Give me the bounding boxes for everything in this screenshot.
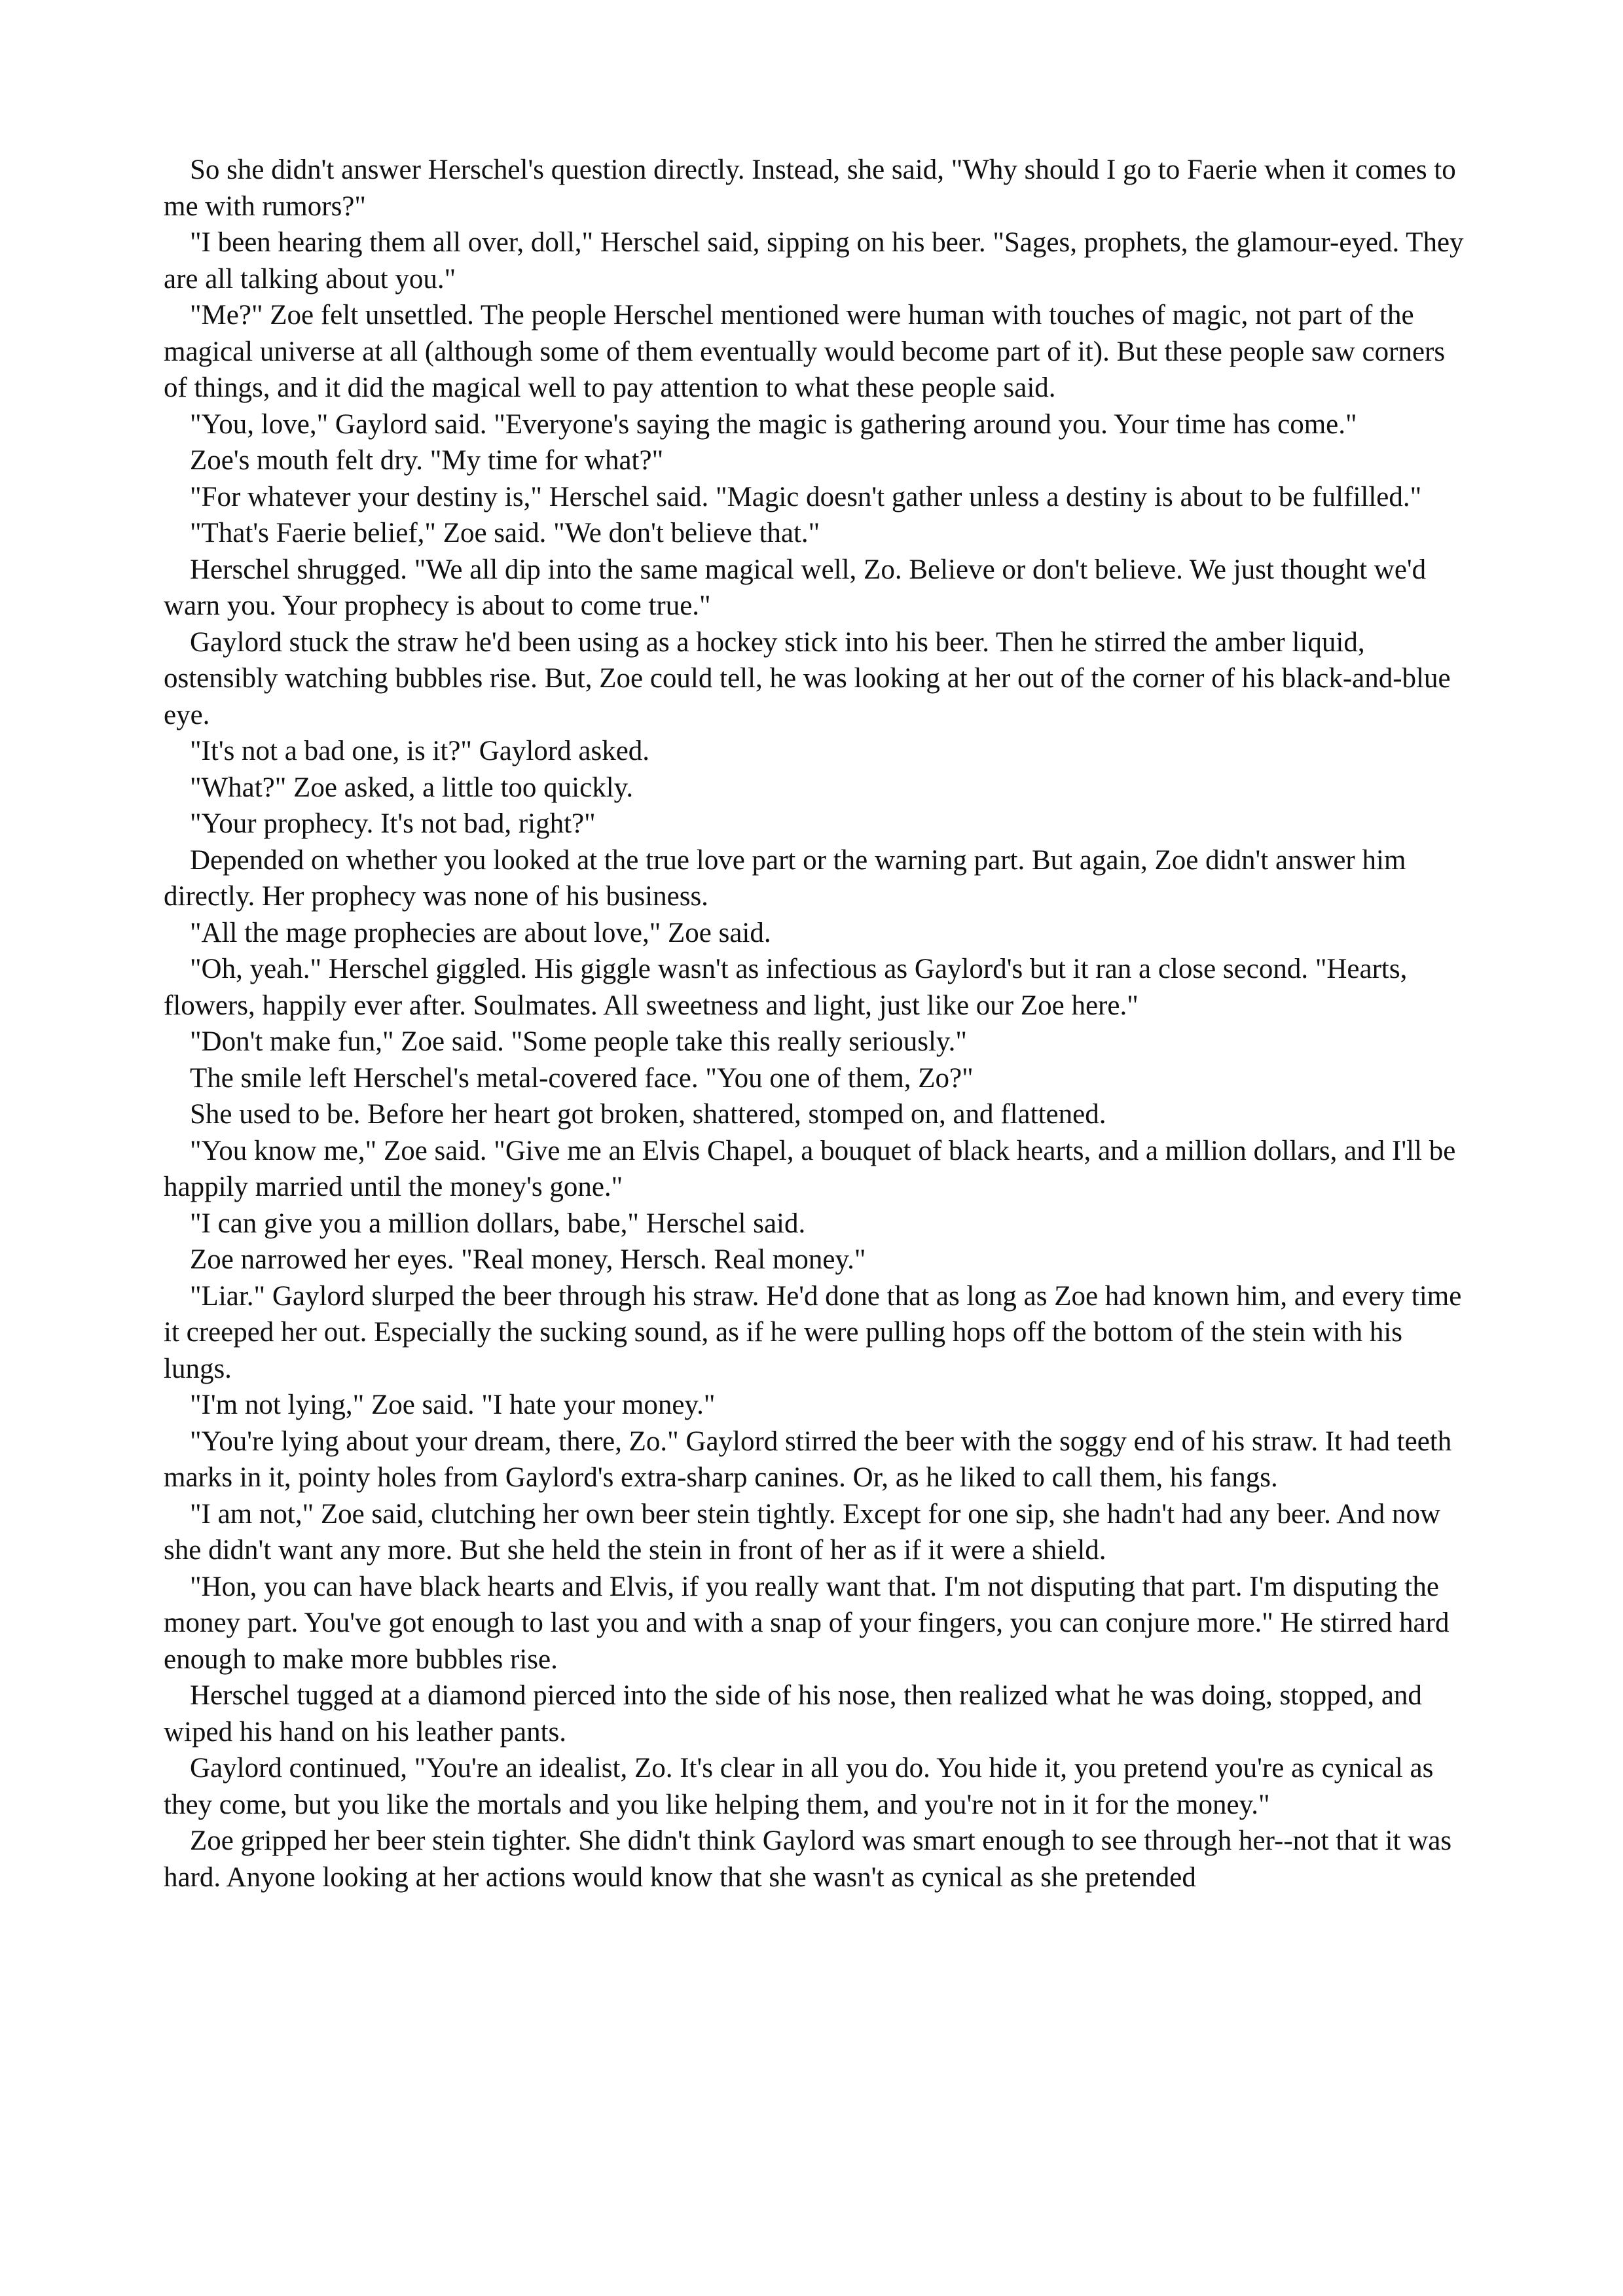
paragraph: Zoe's mouth felt dry. "My time for what?" [190,445,664,476]
paragraph: "You're lying about your dream, there, Zo." Gaylord stirred the beer with the soggy end of his straw. It had teeth marks in it, pointy holes from Gaylord's extra-sharp canines. Or, as he liked to call them, his fangs. [164,1426,1452,1493]
paragraph: "It's not a bad one, is it?" Gaylord asked. [190,736,650,766]
paragraph: "I'm not lying," Zoe said. "I hate your money." [190,1390,716,1420]
paragraph: So she didn't answer Herschel's question directly. Instead, she said, "Why should I go to Faerie when it comes to me with rumors?" [164,154,1456,222]
paragraph: Herschel tugged at a diamond pierced into the side of his nose, then realized what he was doing, stopped, and wiped his hand on his leather pants. [164,1680,1422,1748]
paragraph: She used to be. Before her heart got broken, shattered, stomped on, and flattened. [190,1099,1106,1130]
paragraph: "I am not," Zoe said, clutching her own beer stein tightly. Except for one sip, she hadn't had any beer. And now she didn't want any more. But she held the stein in front of her as if it were a shield. [164,1498,1441,1566]
paragraph: Zoe narrowed her eyes. "Real money, Hersch. Real money." [190,1244,866,1275]
paragraph: "Don't make fun," Zoe said. "Some people take this really seriously." [190,1026,967,1057]
paragraph: Zoe gripped her beer stein tighter. She didn't think Gaylord was smart enough to see through her--not that it was hard. Anyone looking at her actions would know that she wasn't as cynical as she pretended [164,1825,1452,1893]
paragraph: "You know me," Zoe said. "Give me an Elvis Chapel, a bouquet of black hearts, and a million dollars, and I'll be happily married until the money's gone." [164,1135,1456,1202]
paragraph: "Me?" Zoe felt unsettled. The people Herschel mentioned were human with touches of magic, not part of the magical universe at all (although some of them eventually would become part of it). But these people saw corners of things, and it did the magical well to pay attention to what these people said. [164,300,1446,403]
paragraph: "You, love," Gaylord said. "Everyone's saying the magic is gathering around you. Your time has come." [190,408,1357,440]
paragraph: "What?" Zoe asked, a little too quickly. [190,772,634,803]
paragraph: "Liar." Gaylord slurped the beer through his straw. He'd done that as long as Zoe had known him, and every time it creeped her out. Especially the sucking sound, as if he were pulling hops off the bottom of the stein with his lungs. [164,1280,1462,1384]
paragraph: "I can give you a million dollars, babe," Herschel said. [190,1208,806,1239]
paragraph: Depended on whether you looked at the true love part or the warning part. But again, Zoe didn't answer him directly. Her prophecy was none of his business. [164,844,1406,912]
paragraph: The smile left Herschel's metal-covered face. "You one of them, Zo?" [190,1062,974,1094]
paragraph: Herschel shrugged. "We all dip into the same magical well, Zo. Believe or don't believe. We just thought we'd warn you. Your prophecy is about to come true." [164,554,1427,621]
paragraph: "That's Faerie belief," Zoe said. "We don't believe that." [190,518,820,548]
page-body [164,152,1467,1895]
paragraph: "Hon, you can have black hearts and Elvis, if you really want that. I'm not disputing that part. I'm disputing the money part. You've got enough to last you and with a snap of your fingers, you can conjure more." He stirred hard enough to make more bubbles rise. [164,1571,1450,1675]
paragraph: "I been hearing them all over, doll," Herschel said, sipping on his beer. "Sages, prophets, the glamour-eyed. They are all talking about you." [164,227,1464,295]
paragraph: "For whatever your destiny is," Herschel said. "Magic doesn't gather unless a destiny is about to be fulfilled." [190,481,1422,512]
paragraph: Gaylord stuck the straw he'd been using as a hockey stick into his beer. Then he stirred the amber liquid, ostensibly watching bubbles rise. But, Zoe could tell, he was looking at her out of the corner of his black-and-blue eye. [164,626,1451,730]
paragraph: "Oh, yeah." Herschel giggled. His giggle wasn't as infectious as Gaylord's but it ran a close second. "Hearts, flowers, happily ever after. Soulmates. All sweetness and light, just like our Zoe here." [164,954,1408,1021]
paragraph: "All the mage prophecies are about love," Zoe said. [190,917,771,948]
paragraph: "Your prophecy. It's not bad, right?" [190,808,596,839]
paragraph: Gaylord continued, "You're an idealist, Zo. It's clear in all you do. You hide it, you pretend you're as cynical as they come, but you like the mortals and you like helping them, and you're not in it for the money." [164,1753,1434,1820]
